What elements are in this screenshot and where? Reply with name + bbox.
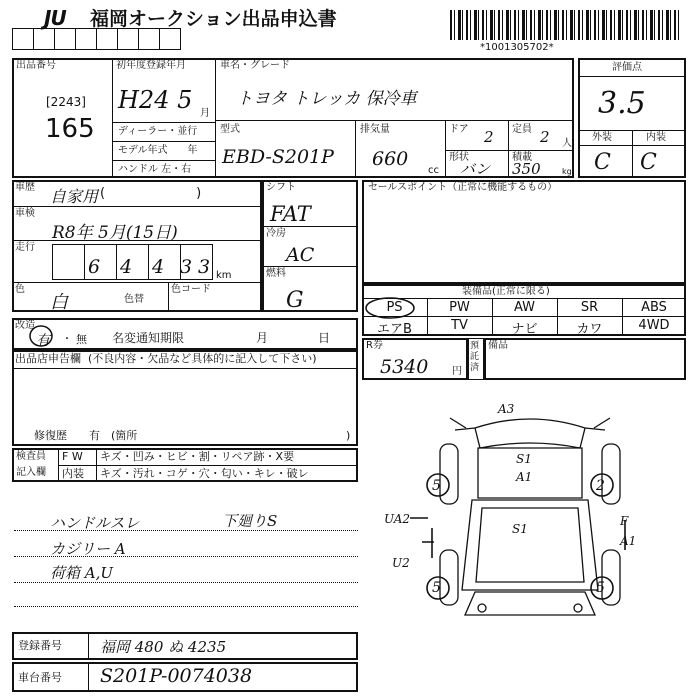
diagram-label-hood-s1: S1: [516, 452, 532, 466]
equipment-item: エアB: [377, 322, 412, 337]
note-line: ハンドルスレ: [50, 514, 140, 532]
note-line: 荷箱 A,U: [50, 564, 114, 582]
mileage-digit: 3: [180, 256, 193, 278]
checker-label: 検査員: [16, 451, 46, 462]
wheel-rl-grade: 5: [432, 580, 441, 596]
aircon-value: AC: [286, 244, 315, 266]
car-name-value: トヨタ トレッカ 保冷車: [236, 89, 417, 109]
rating-score: 3.5: [598, 86, 646, 121]
first-reg-value: H24 5: [118, 86, 193, 114]
auction-logo: JU: [44, 6, 66, 30]
usage-label: 車歴: [15, 182, 35, 193]
modification-circle-mark: [28, 324, 54, 348]
mileage-digit: 6: [88, 256, 101, 278]
doors-label: ドア: [449, 124, 469, 135]
repair-history-label: 修復歴 有 (箇所: [34, 429, 138, 442]
diagram-label-hood-a1: A1: [516, 470, 533, 484]
sales-point-label: セールスポイント（正常に機能するもの）: [368, 182, 558, 193]
first-reg-label: 初年度登録年月: [116, 60, 186, 71]
seller-report-instruction: (不良内容・欠品など具体的に記入して下さい): [88, 352, 317, 365]
fuel-label: 燃料: [266, 268, 286, 279]
checker-fw-head: F W: [62, 450, 83, 463]
modification-no: 無: [76, 333, 87, 346]
modification-yes: 有: [36, 333, 50, 349]
recycle-value: 5340: [380, 356, 429, 378]
equipment-item: ナビ: [511, 322, 538, 337]
note-line: カジリー A: [50, 540, 126, 558]
color-label: 色: [15, 284, 25, 295]
dealer-label: ディーラー・並行: [118, 126, 198, 137]
diagram-label-f: F: [620, 514, 629, 528]
capacity-label: 定員: [512, 124, 532, 135]
lot-bracket-number: [2243]: [46, 95, 86, 109]
wheel-fr-grade: 2: [596, 478, 605, 494]
equipment-label: 装備品(正常に限る): [462, 286, 550, 297]
color-change-label: 色替: [124, 294, 144, 305]
diagram-label-body-s1: S1: [512, 522, 528, 536]
usage-value: 自家用: [50, 187, 99, 206]
load-label: 積載: [512, 152, 532, 163]
shift-value: FAT: [270, 202, 311, 226]
shift-label: シフト: [266, 182, 296, 193]
capacity-unit: 人: [562, 138, 572, 149]
mileage-digit: 4: [152, 256, 165, 278]
capacity-value: 2: [540, 128, 550, 146]
registration-value: 福岡 480 ぬ 4235: [100, 638, 227, 656]
first-reg-month-suffix: 月: [200, 108, 210, 119]
checker-interior-head: 内装: [62, 467, 84, 480]
wheel-fl-grade: 5: [432, 478, 441, 494]
interior-label: 内装: [646, 132, 666, 143]
diagram-label-u2: U2: [392, 556, 410, 570]
color-code-label: 色コード: [171, 284, 211, 295]
exterior-grade: C: [594, 150, 611, 175]
equipment-item: TV: [451, 318, 468, 333]
diagram-label-top: A3: [498, 402, 515, 416]
handle-label: ハンドル 左・右: [118, 164, 192, 175]
mileage-digit: 3: [198, 256, 211, 278]
notice-month: 月: [256, 331, 269, 345]
inspection-label: 車検: [15, 208, 35, 219]
checker-interior-items: キズ・汚れ・コゲ・穴・匂い・キレ・破レ: [100, 467, 309, 480]
chassis-label: 車台番号: [18, 671, 62, 684]
mileage-digit: 4: [120, 256, 133, 278]
lot-label: 出品番号: [16, 60, 56, 71]
equipment-item: PS: [386, 300, 403, 315]
equipment-circle-mark: [364, 296, 416, 320]
remarks-label: 備品: [488, 340, 508, 351]
recycle-status-label: 預託済: [470, 341, 480, 373]
lot-number: 165: [45, 114, 95, 144]
barcode-number: *1001305702*: [480, 42, 554, 53]
shape-value: バン: [460, 160, 491, 178]
modification-label: 改造: [15, 320, 35, 331]
load-unit: kg: [562, 167, 572, 176]
recycle-label: R券: [366, 340, 383, 351]
equipment-item: ABS: [641, 300, 667, 315]
seller-report-label: 出品店申告欄: [15, 352, 81, 365]
repair-history-close: ): [346, 429, 351, 442]
mileage-unit: km: [216, 270, 232, 281]
exterior-label: 外装: [592, 132, 612, 143]
interior-grade: C: [640, 150, 657, 175]
rating-label: 評価点: [612, 62, 642, 73]
aircon-label: 冷房: [266, 228, 286, 239]
displacement-value: 660: [372, 148, 409, 170]
equipment-item: SR: [580, 300, 599, 315]
remarks-box: [484, 338, 686, 380]
car-name-label: 車名・グレード: [220, 60, 290, 71]
registration-label: 登録番号: [18, 639, 62, 652]
barcode: [450, 10, 680, 40]
name-change-notice-label: 名変通知期限: [112, 331, 185, 345]
chassis-value: S201P-0074038: [100, 665, 253, 687]
notice-day: 日: [318, 331, 331, 345]
equipment-item: カワ: [576, 322, 603, 337]
sales-point-box: [362, 180, 686, 284]
shape-label: 形状: [449, 152, 469, 163]
usage-parens: ( ): [100, 186, 202, 201]
checker-fw-items: キズ・凹み・ヒビ・割・リペア跡・X要: [100, 450, 295, 463]
fuel-value: G: [286, 288, 304, 313]
recycle-unit: 円: [452, 366, 462, 377]
note-line: 下廻りS: [222, 512, 278, 530]
wheel-rr-grade: 5: [596, 580, 605, 596]
doors-value: 2: [484, 128, 494, 146]
displacement-label: 排気量: [360, 124, 390, 135]
diagram-label-ua2: UA2: [384, 512, 411, 526]
mileage-label: 走行: [15, 242, 35, 253]
inspection-value: R8年 5月(15日): [52, 223, 178, 243]
load-value: 350: [512, 160, 541, 178]
checker-label2: 記入欄: [16, 467, 46, 478]
equipment-item: AW: [513, 300, 536, 315]
diagram-label-right-a1: A1: [620, 534, 637, 548]
model-code-value: EBD-S201P: [222, 146, 334, 168]
model-code-label: 型式: [220, 124, 240, 135]
equipment-item: 4WD: [638, 318, 670, 333]
displacement-unit: cc: [428, 165, 439, 176]
color-value: 白: [50, 292, 68, 313]
form-title: 福岡オークション出品申込書: [90, 8, 337, 30]
model-year-label: モデル年式 年: [118, 145, 198, 156]
car-damage-diagram: [380, 400, 680, 640]
modification-dot: ・: [62, 334, 72, 345]
equipment-item: PW: [449, 300, 470, 315]
